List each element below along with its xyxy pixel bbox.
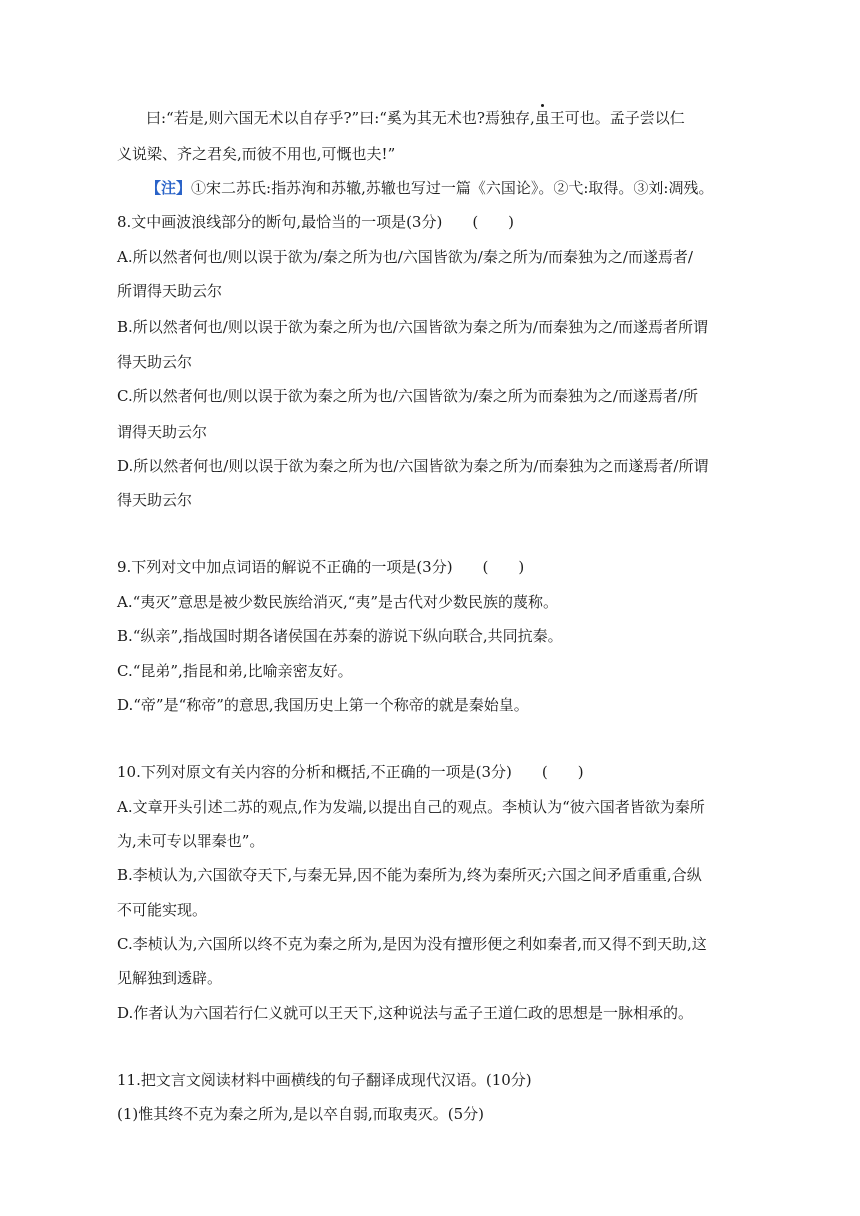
- q10-option-a-line-1: A.文章开头引述二苏的观点,作为发端,以提出自己的观点。李桢认为“彼六国者皆欲为秦所: [117, 798, 705, 816]
- q10-option-b-line-2: 不可能实现。: [117, 901, 208, 919]
- dotted-char: 虽: [534, 109, 550, 127]
- q9-option-b: B.“纵亲”,指战国时期各诸侯国在苏秦的游说下纵向联合,共同抗秦。: [117, 627, 563, 645]
- q8-option-b-line-2: 得天助云尔: [117, 353, 193, 371]
- note-tag: 【注】: [146, 179, 192, 197]
- q9-option-c: C.“昆弟”,指昆和弟,比喻亲密友好。: [117, 662, 353, 680]
- q10-option-c-line-2: 见解独到透辟。: [117, 969, 223, 987]
- q8-option-b-line-1: B.所以然者何也/则以误于欲为秦之所为也/六国皆欲为秦之所为/而秦独为之/而遂焉者所谓: [117, 318, 709, 336]
- q8-option-d-line-1: D.所以然者何也/则以误于欲为秦之所为也/六国皆欲为秦之所为/而秦独为之而遂焉者/所谓: [117, 457, 709, 475]
- annotation-note: [146, 178, 786, 198]
- q10-option-a-line-2: 为,未可专以罪秦也”。: [117, 832, 265, 850]
- q8-option-a-line-2: 所谓得天助云尔: [117, 282, 223, 300]
- q9-option-a: A.“夷灭”意思是被少数民族给消灭,“夷”是古代对少数民族的蔑称。: [117, 593, 559, 611]
- q10-option-b-line-1: B.李桢认为,六国欲夺天下,与秦无异,因不能为秦所为,终为秦所灭;六国之间矛盾重重,合纵: [117, 866, 702, 884]
- note-text: ①宋二苏氏:指苏洵和苏辙,苏辙也写过一篇《六国论》。②弋:取得。③刘:凋残。: [191, 179, 714, 197]
- q10-option-d: D.作者认为六国若行仁义就可以王天下,这种说法与孟子王道仁政的思想是一脉相承的。: [117, 1004, 694, 1022]
- q10-option-c-line-1: C.李桢认为,六国所以终不克为秦之所为,是因为没有擅形便之利如秦者,而又得不到天助,这: [117, 935, 707, 953]
- passage-line-2: 义说梁、齐之君矣,而彼不用也,可慨也夫!”: [117, 145, 396, 163]
- q8-option-c-line-2: 谓得天助云尔: [117, 423, 208, 441]
- question-10-stem: 10.下列对原文有关内容的分析和概括,不正确的一项是(3分) ( ): [117, 763, 584, 781]
- q8-option-c-line-1: C.所以然者何也/则以误于欲为秦之所为也/六国皆欲为/秦之所为而秦独为之/而遂焉者/所: [117, 387, 698, 405]
- question-11-stem: 11.把文言文阅读材料中画横线的句子翻译成现代汉语。(10分): [117, 1071, 532, 1089]
- passage-line-1: 曰:“若是,则六国无术以自存乎?”曰:“奚为其无术也?焉独存,虽王可也。孟子尝以仁: [146, 109, 685, 127]
- q8-option-d-line-2: 得天助云尔: [117, 491, 193, 509]
- question-9-stem: 9.下列对文中加点词语的解说不正确的一项是(3分) ( ): [117, 558, 525, 576]
- question-8-stem: 8.文中画波浪线部分的断句,最恰当的一项是(3分) ( ): [117, 213, 515, 231]
- q9-option-d: D.“帝”是“称帝”的意思,我国历史上第一个称帝的就是秦始皇。: [117, 696, 529, 714]
- q8-option-a-line-1: A.所以然者何也/则以误于欲为/秦之所为也/六国皆欲为/秦之所为/而秦独为之/而遂焉者/: [117, 248, 693, 266]
- q11-part-1: (1)惟其终不克为秦之所为,是以卒自弱,而取夷灭。(5分): [117, 1105, 485, 1123]
